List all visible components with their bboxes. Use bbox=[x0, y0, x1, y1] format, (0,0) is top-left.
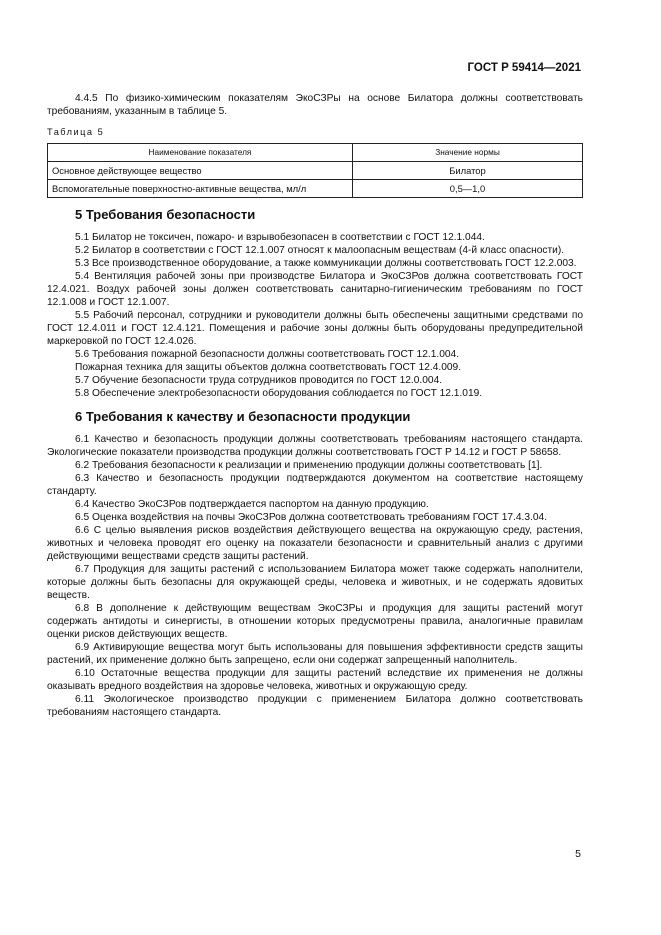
table-cell: Билатор bbox=[353, 162, 583, 180]
paragraph: 5.2 Билатор в соответствии с ГОСТ 12.1.007 относят к малоопасным веществам (4-й класс опасности). bbox=[75, 245, 565, 256]
paragraph: Пожарная техника для защиты объектов должна соответствовать ГОСТ 12.4.009. bbox=[75, 362, 462, 373]
paragraph: 6.3 Качество и безопасность продукции подтверждаются документом на соответствие настоящему стандарту. bbox=[47, 473, 583, 497]
paragraph: 5.4 Вентиляция рабочей зоны при производстве Билатора и ЭкоСЗРов должна соответствовать ГОСТ 12.4.021. Воздух рабочей зоны должен соответствовать санитарно-гигиеническим требованиям по ГОСТ 12.1.008 и ГОСТ 12.1.007. bbox=[47, 271, 583, 308]
paragraph: 5.6 Требования пожарной безопасности должны соответствовать ГОСТ 12.1.004. bbox=[75, 349, 460, 360]
paragraph: 5.7 Обучение безопасности труда сотрудников проводится по ГОСТ 12.0.004. bbox=[75, 375, 443, 386]
table-5 bbox=[47, 143, 583, 198]
paragraph: 6.8 В дополнение к действующим веществам ЭкоСЗРы и продукция для защиты растений могут содержать антидоты и синергисты, в отношении которых предусмотрены правила, аналогичные правилам оценки рисков действующих веществ. bbox=[47, 603, 583, 640]
table-header-cell: Значение нормы bbox=[353, 144, 583, 162]
paragraph: 6.4 Качество ЭкоСЗРов подтверждается паспортом на данную продукцию. bbox=[75, 499, 429, 510]
table-header-cell: Наименование показателя bbox=[48, 144, 353, 162]
paragraph: 6.10 Остаточные вещества продукции для защиты растений вследствие их применения не должны оказывать вредного воздействия на здоровье человека, животных и окружающую среду. bbox=[47, 668, 583, 692]
page-content bbox=[47, 92, 583, 719]
paragraph: 5.5 Рабочий персонал, сотрудники и руководители должны быть обеспечены защитными средствами по ГОСТ 12.4.011 и ГОСТ 12.4.121. Помещения и рабочие зоны должны быть оборудованы предупредительной маркеровкой по ГОСТ 12.4.026. bbox=[47, 310, 583, 347]
table-cell: 0,5—1,0 bbox=[353, 180, 583, 198]
paragraph: 6.1 Качество и безопасность продукции должны соответствовать требованиям настоящего стандарта. Экологические показатели производства продукции должны соответствовать ГОСТ Р 14.12 и ГОСТ Р 58658. bbox=[47, 434, 583, 458]
section-6 bbox=[47, 410, 583, 719]
paragraph: 6.6 С целью выявления рисков воздействия действующего вещества на окружающую среду, растения, животных и человека проводят его оценку на показатели безопасности и сравнительный анализ с другими действующими веществами средств защиты растений. bbox=[47, 525, 583, 562]
paragraph: 6.11 Экологическое производство продукции с применением Билатора должно соответствовать требованиям настоящего стандарта. bbox=[47, 694, 583, 718]
table-header-row bbox=[48, 144, 583, 162]
table-cell: Вспомогательные поверхностно-активные вещества, мл/л bbox=[48, 180, 353, 198]
paragraph: 5.8 Обеспечение электробезопасности оборудования соблюдается по ГОСТ 12.1.019. bbox=[75, 388, 483, 399]
standard-code: ГОСТ Р 59414—2021 bbox=[467, 62, 581, 74]
paragraph: 6.5 Оценка воздействия на почвы ЭкоСЗРов должна соответствовать требованиям ГОСТ 17.4.3.04. bbox=[75, 512, 548, 523]
paragraph: 5.3 Все производственное оборудование, а также коммуникации должны соответствовать ГОСТ 12.2.003. bbox=[75, 258, 577, 269]
intro-paragraph: 4.4.5 По физико-химическим показателям ЭкоСЗРы на основе Билатора должны соответствовать требованиям, указанным в таблице 5. bbox=[47, 93, 583, 117]
section-5 bbox=[47, 208, 583, 400]
table-row bbox=[48, 162, 583, 180]
section-6-title: 6 Требования к качеству и безопасности продукции bbox=[75, 409, 411, 424]
section-5-title: 5 Требования безопасности bbox=[75, 207, 256, 222]
table-caption: Таблица 5 bbox=[47, 127, 105, 137]
paragraph: 5.1 Билатор не токсичен, пожаро- и взрывобезопасен в соответствии с ГОСТ 12.1.044. bbox=[75, 232, 485, 243]
table-cell: Основное действующее вещество bbox=[48, 162, 353, 180]
page-number: 5 bbox=[575, 848, 581, 860]
paragraph: 6.9 Активирующие вещества могут быть использованы для повышения эффективности средств защиты растений, их применение должно быть запрещено, если они содержат запрещенный наполнитель. bbox=[47, 642, 583, 666]
table-row bbox=[48, 180, 583, 198]
paragraph: 6.7 Продукция для защиты растений с использованием Билатора может также содержать наполнители, которые должны быть безопасны для окружающей среды, человека и животных, и не содержать ядовитых веществ. bbox=[47, 564, 583, 601]
paragraph: 6.2 Требования безопасности к реализации и применению продукции должны соответствовать [1]. bbox=[75, 460, 543, 471]
